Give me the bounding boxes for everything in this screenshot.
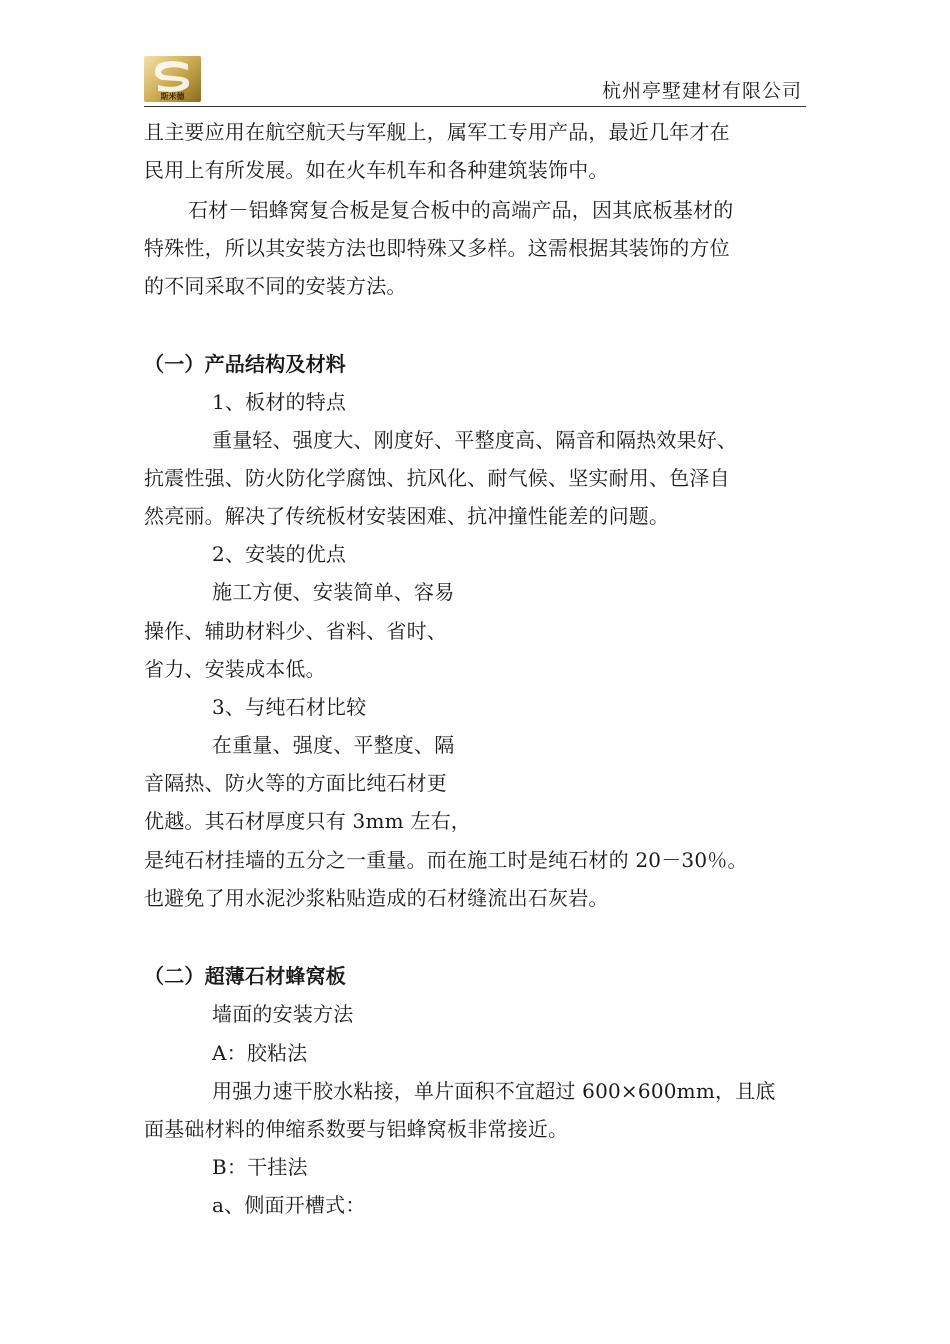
section-heading: （一）产品结构及材料 [144, 352, 346, 376]
subsection-title: 2、安装的优点 [212, 542, 347, 566]
paragraph-line: 重量轻、强度大、刚度好、平整度高、隔音和隔热效果好、 [212, 428, 738, 452]
paragraph-line: 省力、安装成本低。 [144, 657, 326, 681]
subsection-title: 1、板材的特点 [212, 390, 347, 414]
paragraph-line: 也避免了用水泥沙浆粘贴造成的石材缝流出石灰岩。 [144, 886, 609, 910]
subsection-title: 墙面的安装方法 [212, 1002, 354, 1026]
paragraph-line: 面基础材料的伸缩系数要与铝蜂窝板非常接近。 [144, 1117, 569, 1141]
section-heading: （二）超薄石材蜂窝板 [144, 964, 346, 988]
paragraph-line: 的不同采取不同的安装方法。 [144, 274, 407, 298]
paragraph-line: 音隔热、防火等的方面比纯石材更 [144, 771, 447, 795]
paragraph-line: 是纯石材挂墙的五分之一重量。而在施工时是纯石材的 20－30％。 [144, 848, 748, 872]
paragraph-line: 优越。其石材厚度只有 3mm 左右， [144, 809, 471, 833]
company-name: 杭州亭墅建材有限公司 [601, 80, 802, 102]
header-divider [144, 106, 806, 107]
paragraph-line: 在重量、强度、平整度、隔 [212, 733, 455, 757]
paragraph-line: 抗震性强、防火防化学腐蚀、抗风化、耐气候、坚实耐用、色泽自 [144, 466, 730, 490]
method-subtitle: a、侧面开槽式： [212, 1193, 366, 1217]
logo-text: 斯米德 [160, 92, 185, 101]
method-title: B：干挂法 [212, 1155, 308, 1179]
company-logo [144, 56, 201, 102]
paragraph-line: 且主要应用在航空航天与军舰上，属军工专用产品，最近几年才在 [144, 120, 730, 144]
paragraph-line: 操作、辅助材料少、省料、省时、 [144, 619, 447, 643]
paragraph-line: 用强力速干胶水粘接，单片面积不宜超过 600×600mm，且底 [212, 1079, 776, 1103]
subsection-title: 3、与纯石材比较 [212, 695, 367, 719]
paragraph-line: 特殊性，所以其安装方法也即特殊又多样。这需根据其装饰的方位 [144, 236, 730, 260]
paragraph-line: 然亮丽。解决了传统板材安装困难、抗冲撞性能差的问题。 [144, 504, 670, 528]
paragraph-line: 石材－铝蜂窝复合板是复合板中的高端产品，因其底板基材的 [188, 198, 734, 222]
method-title: A：胶粘法 [212, 1041, 308, 1065]
paragraph-line: 施工方便、安装简单、容易 [212, 580, 455, 604]
paragraph-line: 民用上有所发展。如在火车机车和各种建筑装饰中。 [144, 158, 609, 182]
